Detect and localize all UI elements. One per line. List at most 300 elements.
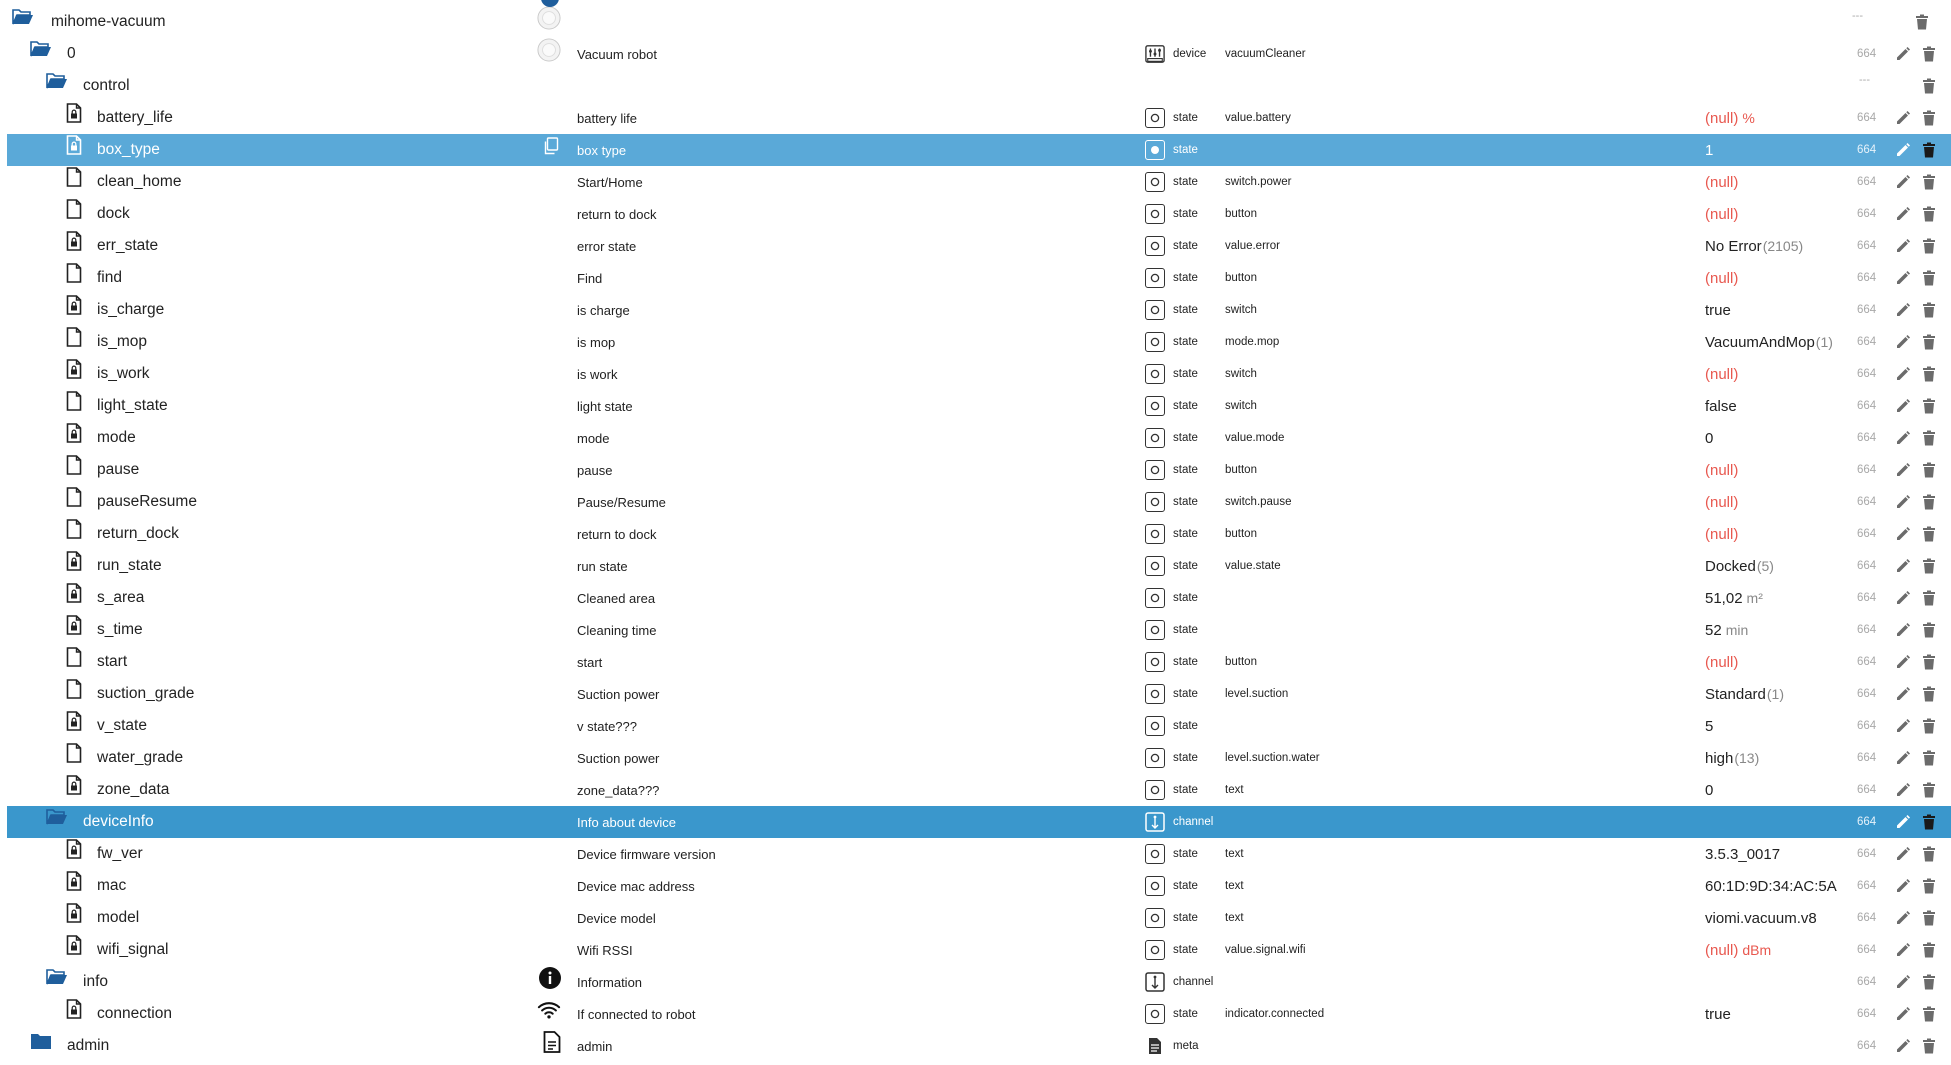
object-type: state [1173, 1008, 1198, 1020]
acl-value: 664 [1857, 1040, 1877, 1052]
object-role: level.suction [1225, 688, 1289, 700]
edit-icon[interactable] [1893, 934, 1913, 966]
object-value[interactable] [1705, 582, 1763, 614]
delete-icon[interactable] [1919, 134, 1939, 166]
copy-icon[interactable] [539, 134, 563, 158]
value-text: Standard [1705, 685, 1766, 703]
tree-node-dock[interactable] [7, 198, 1951, 230]
state-type-icon [1145, 300, 1165, 320]
object-value[interactable] [1705, 646, 1738, 678]
object-value[interactable] [1705, 742, 1759, 774]
object-description: Info about device [577, 814, 677, 830]
edit-icon[interactable] [1893, 838, 1913, 870]
object-description: return to dock [577, 206, 657, 222]
edit-icon[interactable] [1893, 358, 1913, 390]
acl-value: 664 [1857, 144, 1877, 156]
channel-type-icon [1145, 812, 1165, 832]
meta-type-icon [1145, 1036, 1165, 1056]
file-icon [63, 262, 85, 284]
delete-icon[interactable] [1919, 358, 1939, 390]
object-type: state [1173, 112, 1198, 124]
edit-icon[interactable] [1893, 518, 1913, 550]
edit-icon[interactable] [1893, 710, 1913, 742]
object-description: light state [577, 398, 633, 414]
object-value[interactable] [1705, 454, 1738, 486]
edit-icon[interactable] [1893, 262, 1913, 294]
delete-icon[interactable] [1919, 934, 1939, 966]
edit-icon[interactable] [1893, 678, 1913, 710]
node-name: admin [67, 1037, 110, 1054]
acl-value: 664 [1857, 272, 1877, 284]
acl-value: 664 [1857, 112, 1877, 124]
value-text: high [1705, 749, 1734, 767]
delete-icon[interactable] [1919, 806, 1939, 838]
delete-icon[interactable] [1919, 998, 1939, 1030]
state-type-icon [1145, 588, 1165, 608]
edit-icon[interactable] [1893, 422, 1913, 454]
edit-icon[interactable] [1893, 1030, 1913, 1062]
object-value[interactable] [1705, 614, 1748, 646]
delete-icon[interactable] [1919, 870, 1939, 902]
object-type: state [1173, 880, 1198, 892]
object-role: text [1225, 784, 1244, 796]
tree-node-mihome-vacuum[interactable] [0, 6, 1951, 38]
value-text: 60:1D:9D:34:AC:5A [1705, 877, 1837, 895]
folder-open-icon [30, 38, 52, 60]
object-type: state [1173, 656, 1198, 668]
object-type: state [1173, 720, 1198, 732]
value-text: 5 [1705, 717, 1714, 735]
object-type: state [1173, 144, 1198, 156]
delete-icon[interactable] [1919, 582, 1939, 614]
delete-icon[interactable] [1919, 422, 1939, 454]
object-value[interactable] [1705, 422, 1713, 454]
object-value[interactable] [1705, 326, 1833, 358]
edit-icon[interactable] [1893, 134, 1913, 166]
value-text: VacuumAndMop [1705, 333, 1815, 351]
state-name: return_dock [97, 525, 179, 542]
state-type-icon [1145, 364, 1165, 384]
object-description: is work [577, 366, 618, 382]
value-text: 0 [1705, 429, 1714, 447]
acl-value: 664 [1857, 560, 1877, 572]
object-value[interactable] [1705, 678, 1784, 710]
object-role: button [1225, 464, 1257, 476]
object-value[interactable] [1705, 486, 1738, 518]
edit-icon[interactable] [1893, 774, 1913, 806]
delete-icon[interactable] [1919, 390, 1939, 422]
tree-node-wifi_signal[interactable] [7, 934, 1951, 966]
object-description: v state??? [577, 718, 637, 734]
object-value[interactable] [1705, 518, 1738, 550]
edit-icon[interactable] [1893, 230, 1913, 262]
tree-node-suction_grade[interactable] [7, 678, 1951, 710]
file-lock-icon [63, 870, 85, 892]
object-value[interactable] [1705, 166, 1738, 198]
object-type: channel [1173, 816, 1214, 828]
object-type: state [1173, 624, 1198, 636]
delete-icon[interactable] [1919, 646, 1939, 678]
object-role: switch [1225, 400, 1257, 412]
tree-node-err_state[interactable] [7, 230, 1951, 262]
acl-value: 664 [1857, 48, 1877, 60]
state-name: is_work [97, 365, 150, 382]
folder-icon [30, 1030, 52, 1052]
state-type-icon [1145, 908, 1165, 928]
delete-icon[interactable] [1919, 902, 1939, 934]
file-lock-icon [63, 102, 85, 124]
object-type: state [1173, 528, 1198, 540]
state-type-icon [1145, 428, 1165, 448]
file-lock-icon [63, 582, 85, 604]
delete-icon[interactable] [1919, 774, 1939, 806]
edit-icon[interactable] [1893, 454, 1913, 486]
delete-icon[interactable] [1919, 102, 1939, 134]
object-description: pause [577, 462, 613, 478]
state-name: fw_ver [97, 845, 143, 862]
delete-icon[interactable] [1919, 550, 1939, 582]
tree-node-is_work[interactable] [7, 358, 1951, 390]
edit-icon[interactable] [1893, 870, 1913, 902]
tree-node-zone_data[interactable] [7, 774, 1951, 806]
object-type: state [1173, 272, 1198, 284]
object-description: battery life [577, 110, 637, 126]
acl-value: 664 [1857, 848, 1877, 860]
tree-node-find[interactable] [7, 262, 1951, 294]
object-value[interactable] [1705, 710, 1713, 742]
value-text: (null) [1705, 365, 1739, 383]
state-name: water_grade [97, 749, 184, 766]
state-name: pause [97, 461, 140, 478]
object-value[interactable] [1705, 358, 1738, 390]
edit-icon[interactable] [1893, 806, 1913, 838]
delete-icon[interactable] [1919, 262, 1939, 294]
tree-node-start[interactable] [7, 646, 1951, 678]
acl-value: 664 [1857, 752, 1877, 764]
state-type-icon [1145, 140, 1165, 160]
state-type-icon [1145, 172, 1165, 192]
delete-icon[interactable] [1919, 198, 1939, 230]
state-name: light_state [97, 397, 168, 414]
edit-icon[interactable] [1893, 550, 1913, 582]
status-dot-icon [540, 0, 560, 8]
acl-value: 664 [1857, 720, 1877, 732]
wifi-icon [537, 998, 561, 1022]
object-value[interactable] [1705, 550, 1774, 582]
edit-icon[interactable] [1893, 966, 1913, 998]
value-text: (null) [1705, 173, 1739, 191]
edit-icon[interactable] [1893, 998, 1913, 1030]
tree-node-clean_home[interactable] [7, 166, 1951, 198]
value-unit: (13) [1734, 750, 1760, 766]
tree-node-mode[interactable] [7, 422, 1951, 454]
delete-icon[interactable] [1919, 294, 1939, 326]
object-type: state [1173, 688, 1198, 700]
object-type: state [1173, 848, 1198, 860]
edit-icon[interactable] [1893, 326, 1913, 358]
edit-icon[interactable] [1893, 486, 1913, 518]
acl-value: 664 [1857, 912, 1877, 924]
delete-icon[interactable] [1919, 454, 1939, 486]
edit-icon[interactable] [1893, 390, 1913, 422]
state-name: v_state [97, 717, 147, 734]
state-name: s_area [97, 589, 145, 606]
state-name: s_time [97, 621, 143, 638]
state-type-icon [1145, 236, 1165, 256]
edit-icon[interactable] [1893, 294, 1913, 326]
object-description: mode [577, 430, 610, 446]
state-name: clean_home [97, 173, 182, 190]
file-icon [63, 326, 85, 348]
state-name: suction_grade [97, 685, 195, 702]
object-type: state [1173, 400, 1198, 412]
object-description: return to dock [577, 526, 657, 542]
object-value[interactable] [1705, 262, 1738, 294]
tree-node-admin[interactable] [7, 1030, 1951, 1062]
state-name: mac [97, 877, 127, 894]
state-type-icon [1145, 844, 1165, 864]
tree-node-instance-0[interactable] [7, 38, 1951, 70]
state-name: model [97, 909, 140, 926]
object-role: level.suction.water [1225, 752, 1320, 764]
object-role: value.signal.wifi [1225, 944, 1306, 956]
object-description: Wifi RSSI [577, 942, 633, 958]
value-text: (null) [1705, 269, 1739, 287]
file-lock-icon [63, 902, 85, 924]
object-type: state [1173, 560, 1198, 572]
delete-icon[interactable] [1919, 38, 1939, 70]
delete-icon[interactable] [1919, 966, 1939, 998]
object-value[interactable] [1705, 774, 1713, 806]
file-icon [63, 742, 85, 764]
state-type-icon [1145, 716, 1165, 736]
object-value[interactable] [1705, 838, 1780, 870]
file-icon [63, 166, 85, 188]
acl-value: 664 [1857, 1008, 1877, 1020]
object-type: state [1173, 592, 1198, 604]
object-role: text [1225, 880, 1244, 892]
delete-icon[interactable] [1919, 742, 1939, 774]
object-description: start [577, 654, 603, 670]
value-unit: dBm [1742, 942, 1772, 958]
edit-icon[interactable] [1893, 102, 1913, 134]
state-name: err_state [97, 237, 159, 254]
object-role: button [1225, 656, 1257, 668]
object-description: zone_data??? [577, 782, 660, 798]
object-role: button [1225, 208, 1257, 220]
state-name: is_charge [97, 301, 165, 318]
tree-node-s_time[interactable] [7, 614, 1951, 646]
edit-icon[interactable] [1893, 582, 1913, 614]
delete-icon[interactable] [1919, 1030, 1939, 1062]
state-type-icon [1145, 684, 1165, 704]
state-name: run_state [97, 557, 162, 574]
file-lock-icon [63, 998, 85, 1020]
delete-icon[interactable] [1919, 166, 1939, 198]
delete-icon[interactable] [1919, 518, 1939, 550]
object-value[interactable] [1705, 294, 1731, 326]
edit-icon[interactable] [1893, 902, 1913, 934]
object-description: error state [577, 238, 637, 254]
object-role: switch [1225, 368, 1257, 380]
state-name: find [97, 269, 122, 286]
delete-icon[interactable] [1919, 230, 1939, 262]
value-unit: (1) [1766, 686, 1785, 702]
object-type: device [1173, 48, 1207, 60]
object-role: indicator.connected [1225, 1008, 1325, 1020]
object-value[interactable] [1705, 870, 1837, 902]
tree-node-fw_ver[interactable] [7, 838, 1951, 870]
node-name: deviceInfo [83, 813, 154, 830]
value-unit: % [1742, 110, 1755, 126]
object-description: is mop [577, 334, 616, 350]
acl-value: 664 [1857, 400, 1877, 412]
file-lock-icon [63, 774, 85, 796]
document-icon [540, 1030, 564, 1054]
object-description: Device mac address [577, 878, 695, 894]
state-name: box_type [97, 141, 160, 158]
tree-node-pauseResume[interactable] [7, 486, 1951, 518]
state-name: zone_data [97, 781, 170, 798]
file-lock-icon [63, 358, 85, 380]
tree-node-mac[interactable] [7, 870, 1951, 902]
object-description: Device model [577, 910, 656, 926]
delete-icon[interactable] [1919, 838, 1939, 870]
object-role: mode.mop [1225, 336, 1280, 348]
acl-placeholder: --- [1852, 10, 1863, 22]
edit-icon[interactable] [1893, 614, 1913, 646]
state-type-icon [1145, 556, 1165, 576]
device-type-icon [1145, 44, 1165, 64]
state-name: dock [97, 205, 130, 222]
file-icon [63, 198, 85, 220]
state-name: start [97, 653, 128, 670]
object-value[interactable] [1705, 934, 1771, 966]
object-description: Vacuum robot [577, 46, 657, 62]
tree-node-run_state[interactable] [7, 550, 1951, 582]
info-icon [538, 966, 562, 990]
tree-node-water_grade[interactable] [7, 742, 1951, 774]
tree-node-s_area[interactable] [7, 582, 1951, 614]
file-icon [63, 646, 85, 668]
acl-value: 664 [1857, 336, 1877, 348]
tree-node-connection[interactable] [7, 998, 1951, 1030]
delete-icon[interactable] [1919, 678, 1939, 710]
edit-icon[interactable] [1893, 742, 1913, 774]
value-text: (null) [1705, 653, 1739, 671]
state-name: wifi_signal [97, 941, 169, 958]
object-description: If connected to robot [577, 1006, 696, 1022]
object-description: Find [577, 270, 603, 286]
acl-value: 664 [1857, 496, 1877, 508]
tree-node-v_state[interactable] [7, 710, 1951, 742]
edit-icon[interactable] [1893, 198, 1913, 230]
value-text: (null) [1705, 109, 1739, 127]
object-role: button [1225, 528, 1257, 540]
node-name: 0 [67, 45, 76, 62]
object-value[interactable] [1705, 134, 1713, 166]
object-description: Start/Home [577, 174, 643, 190]
edit-icon[interactable] [1893, 646, 1913, 678]
edit-icon[interactable] [1893, 166, 1913, 198]
tree-node-model[interactable] [7, 902, 1951, 934]
delete-icon[interactable] [1919, 486, 1939, 518]
state-type-icon [1145, 524, 1165, 544]
object-value[interactable] [1705, 198, 1738, 230]
tree-node-deviceInfo[interactable] [7, 806, 1951, 838]
value-text: 51,02 [1705, 589, 1743, 607]
value-text: 0 [1705, 781, 1714, 799]
delete-icon[interactable] [1919, 326, 1939, 358]
robot-image-icon [537, 38, 561, 62]
node-name: control [83, 77, 130, 94]
object-role: value.battery [1225, 112, 1291, 124]
tree-node-battery_life[interactable] [7, 102, 1951, 134]
state-type-icon [1145, 940, 1165, 960]
tree-node-is_mop[interactable] [7, 326, 1951, 358]
acl-value: 664 [1857, 784, 1877, 796]
state-type-icon [1145, 1004, 1165, 1024]
edit-icon[interactable] [1893, 38, 1913, 70]
delete-icon[interactable] [1919, 614, 1939, 646]
tree-node-return_dock[interactable] [7, 518, 1951, 550]
object-description: Device firmware version [577, 846, 716, 862]
state-type-icon [1145, 268, 1165, 288]
tree-node-control[interactable] [7, 70, 1951, 102]
object-value[interactable] [1705, 902, 1817, 934]
tree-node-light_state[interactable] [7, 390, 1951, 422]
file-lock-icon [63, 422, 85, 444]
acl-value: 664 [1857, 656, 1877, 668]
value-text: 1 [1705, 141, 1714, 159]
tree-node-info[interactable] [7, 966, 1951, 998]
acl-value: 664 [1857, 240, 1877, 252]
delete-icon[interactable] [1912, 6, 1932, 38]
value-text: Docked [1705, 557, 1756, 575]
delete-icon[interactable] [1919, 70, 1939, 102]
object-role: switch.power [1225, 176, 1292, 188]
object-value[interactable] [1705, 230, 1803, 262]
object-role: value.mode [1225, 432, 1285, 444]
state-type-icon [1145, 652, 1165, 672]
acl-value: 664 [1857, 528, 1877, 540]
object-type: state [1173, 304, 1198, 316]
value-text: (null) [1705, 493, 1739, 511]
object-description: admin [577, 1038, 613, 1054]
object-type: state [1173, 752, 1198, 764]
file-icon [63, 454, 85, 476]
tree-node-is_charge[interactable] [7, 294, 1951, 326]
object-value[interactable]: true [1705, 1005, 1731, 1023]
value-unit: (2105) [1762, 238, 1804, 254]
object-description: Suction power [577, 686, 660, 702]
state-type-icon [1145, 620, 1165, 640]
object-type: state [1173, 944, 1198, 956]
state-type-icon [1145, 460, 1165, 480]
state-type-icon [1145, 876, 1165, 896]
tree-node-box_type[interactable] [7, 134, 1951, 166]
state-type-icon [1145, 108, 1165, 128]
value-text: (null) [1705, 205, 1739, 223]
object-value[interactable] [1705, 102, 1755, 134]
delete-icon[interactable] [1919, 710, 1939, 742]
tree-node-pause[interactable] [7, 454, 1951, 486]
object-value[interactable] [1705, 390, 1737, 422]
object-type: state [1173, 784, 1198, 796]
acl-value: 664 [1857, 624, 1877, 636]
value-text: (null) [1705, 941, 1739, 959]
robot-image-icon [537, 6, 561, 30]
